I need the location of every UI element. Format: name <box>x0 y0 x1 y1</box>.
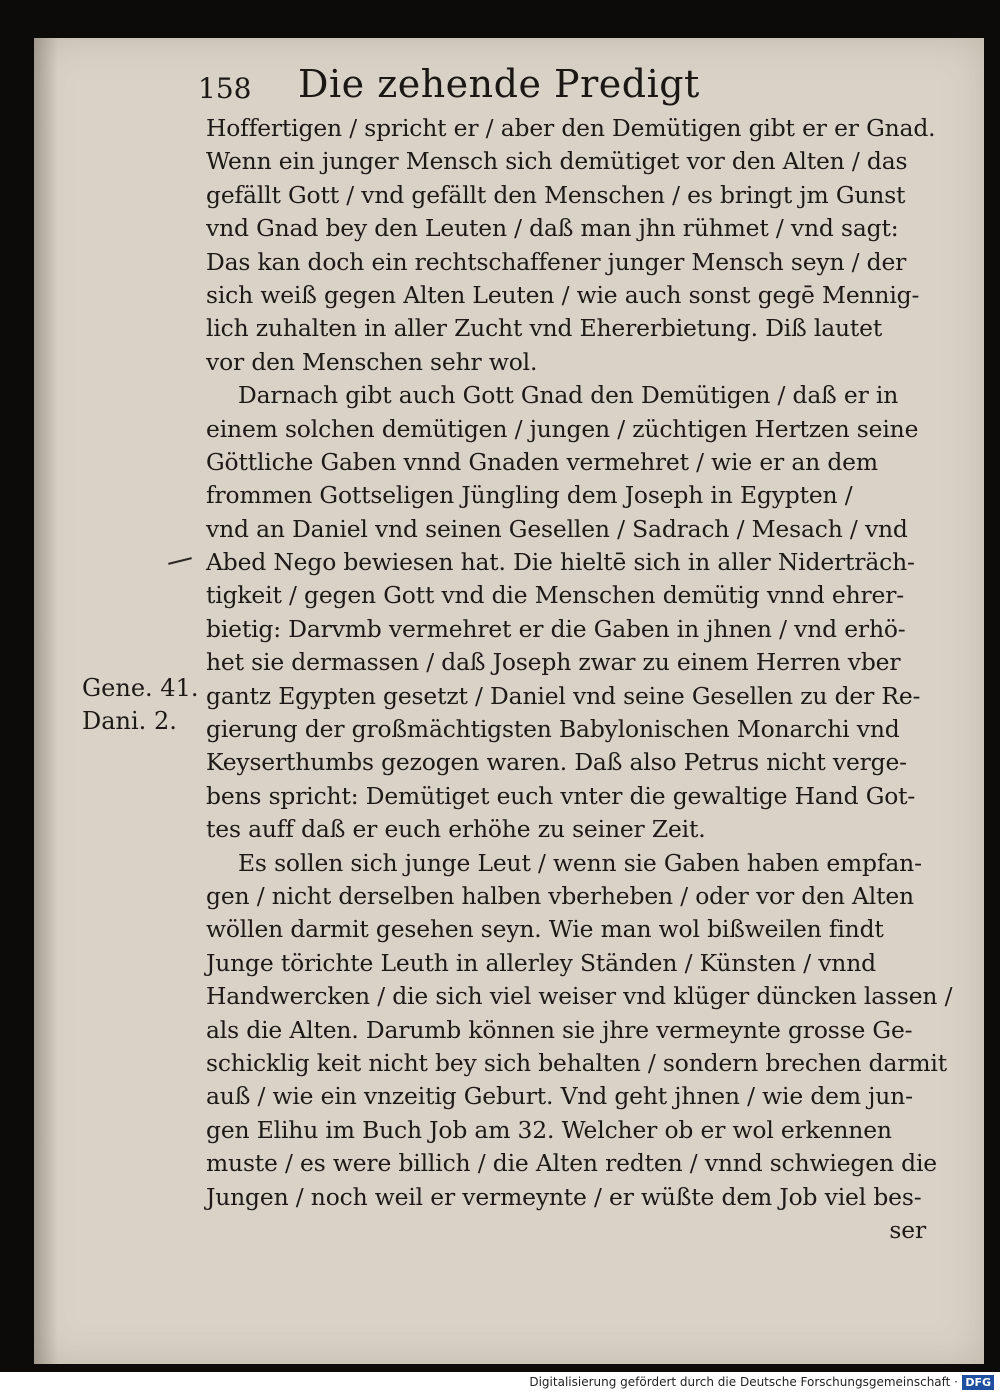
text-line: Das kan doch ein rechtschaffener junger Mensch seyn / der <box>206 247 907 276</box>
margin-notes <box>82 672 199 738</box>
page-number: 158 <box>198 72 252 105</box>
text-line: muste / es were billich / die Alten redten / vnnd schwiegen die <box>206 1149 937 1178</box>
text-line: tigkeit / gegen Gott vnd die Menschen demütig vnnd ehrer- <box>206 581 904 610</box>
text-line: vnd Gnad bey den Leuten / daß man jhn rühmet / vnd sagt: <box>206 214 899 243</box>
footer-bar <box>0 1372 1000 1394</box>
text-line: auß / wie ein vnzeitig Geburt. Vnd geht jhnen / wie dem jun- <box>206 1082 913 1111</box>
text-line: wöllen darmit gesehen seyn. Wie man wol bißweilen findt <box>206 915 884 944</box>
text-line: Abed Nego bewiesen hat. Die hieltē sich in aller Niderträch- <box>206 548 915 577</box>
text-line: gefällt Gott / vnd gefällt den Menschen / es bringt jm Gunst <box>206 180 906 209</box>
text-line: Hoffertigen / spricht er / aber den Demütigen gibt er er Gnad. <box>206 114 936 142</box>
text-line: Jungen / noch weil er vermeynte / er wüßte dem Job viel bes- <box>206 1182 922 1211</box>
text-line: Keyserthumbs gezogen waren. Daß also Petrus nicht verge- <box>206 748 907 777</box>
text-line: bietig: Darvmb vermehret er die Gaben in jhnen / vnd erhö- <box>206 614 906 643</box>
text-line: vor den Menschen sehr wol. <box>206 347 538 376</box>
text-line: gierung der großmächtigsten Babylonischen Monarchi vnd <box>206 715 900 744</box>
body-text <box>206 112 953 1247</box>
catchword: ser <box>889 1215 926 1244</box>
text-line: schicklig keit nicht bey sich behalten / sondern brechen darmit <box>206 1048 947 1077</box>
page-header <box>198 62 758 112</box>
margin-note: Dani. 2. <box>82 707 177 735</box>
margin-note: Gene. 41. <box>82 674 199 702</box>
text-line: Göttliche Gaben vnnd Gnaden vermehret / wie er an dem <box>206 447 878 476</box>
text-line: Wenn ein junger Mensch sich demütiget vor den Alten / das <box>206 147 908 176</box>
text-line: vnd an Daniel vnd seinen Gesellen / Sadrach / Mesach / vnd <box>206 514 908 543</box>
text-line: gantz Egypten gesetzt / Daniel vnd seine Gesellen zu der Re- <box>206 681 921 710</box>
text-line: einem solchen demütigen / jungen / züchtigen Hertzen seine <box>206 414 919 443</box>
text-line: sich weiß gegen Alten Leuten / wie auch sonst gegē Mennig- <box>206 280 920 309</box>
dfg-logo: DFG <box>962 1375 994 1390</box>
text-line: Junge törichte Leuth in allerley Ständen / Künsten / vnnd <box>206 948 876 977</box>
paragraph-start-line: Darnach gibt auch Gott Gnad den Demütigen / daß er in <box>238 381 899 410</box>
funding-credit: Digitalisierung gefördert durch die Deutsche Forschungsgemeinschaft · <box>529 1375 958 1389</box>
text-line: gen / nicht derselben halben vberheben / oder vor den Alten <box>206 881 914 910</box>
paragraph-start-line: Es sollen sich junge Leut / wenn sie Gaben haben empfan- <box>238 848 922 877</box>
text-line: frommen Gottseligen Jüngling dem Joseph in Egypten / <box>206 481 853 510</box>
text-line: als die Alten. Darumb können sie jhre vermeynte grosse Ge- <box>206 1015 913 1044</box>
text-line: lich zuhalten in aller Zucht vnd Ehererbietung. Diß lautet <box>206 314 883 343</box>
text-line: tes auff daß er euch erhöhe zu seiner Zeit. <box>206 815 706 844</box>
text-line: Handwercken / die sich viel weiser vnd klüger düncken lassen / <box>206 982 953 1011</box>
text-line: het sie dermassen / daß Joseph zwar zu einem Herren vber <box>206 648 901 677</box>
running-title: Die zehende Predigt <box>298 62 700 106</box>
text-line: gen Elihu im Buch Job am 32. Welcher ob er wol erkennen <box>206 1115 892 1144</box>
text-line: bens spricht: Demütiget euch vnter die gewaltige Hand Got- <box>206 781 916 810</box>
gutter-shadow <box>34 38 58 1364</box>
